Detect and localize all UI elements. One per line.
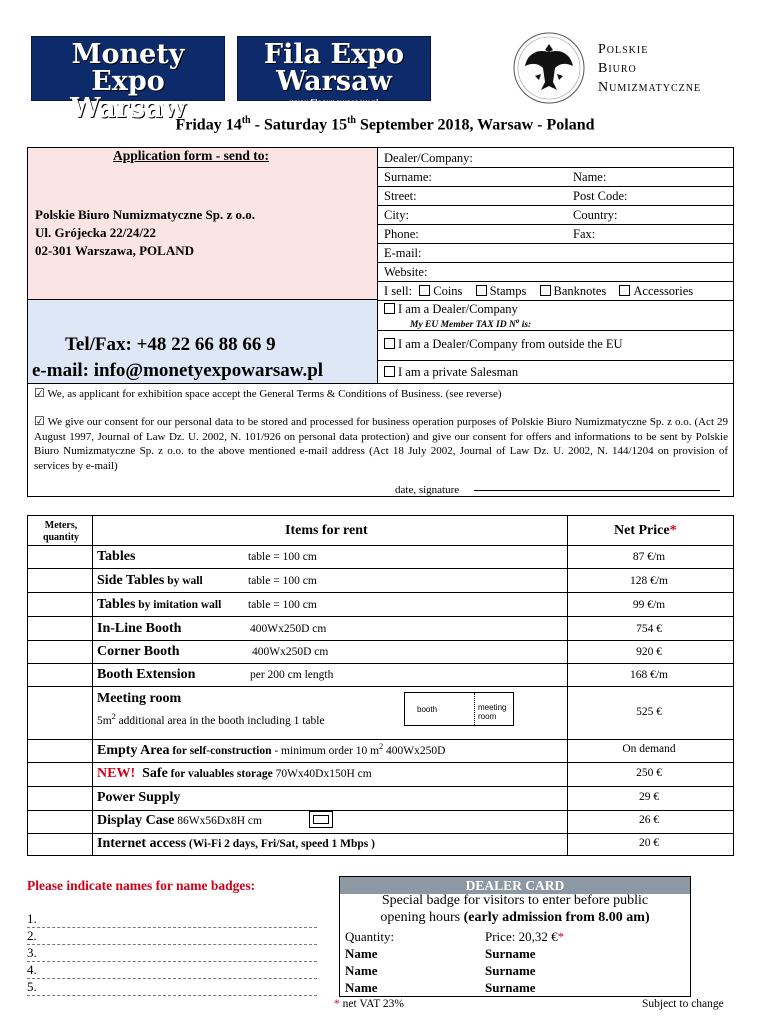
power-supply-label: Power Supply: [97, 790, 181, 805]
divider: [377, 360, 734, 361]
meeting-room-price: 525 €: [636, 706, 662, 718]
table-row-label: Tables: [97, 549, 136, 564]
address-line1: Polskie Biuro Numizmatyczne Sp. z o.o.: [35, 207, 256, 222]
terms-consent: [34, 386, 502, 401]
table-row-label: Side Tables by wall: [97, 573, 203, 588]
street-field[interactable]: Street:: [384, 189, 417, 203]
dealer-eu-checkbox[interactable]: [384, 303, 395, 314]
i-sell-label: I sell:: [384, 284, 413, 298]
logo-line2: Warsaw: [276, 66, 392, 97]
row-line: [27, 616, 734, 617]
row-line: [27, 640, 734, 641]
row-line: [27, 663, 734, 664]
divider: [377, 243, 734, 244]
table-row-label: In-Line Booth: [97, 621, 182, 636]
signature-label: date, signature: [395, 484, 460, 496]
coins-checkbox[interactable]: [419, 285, 430, 296]
booth-diagram: [404, 692, 514, 726]
post-code-field[interactable]: Post Code:: [573, 189, 628, 203]
table-row-price: 920 €: [636, 646, 662, 658]
display-case-label: Display Case 86Wx56Dx8H cm: [97, 813, 262, 828]
terms-text: We, as applicant for exhibition space accept the General Terms & Conditions of Business. (see reverse): [47, 388, 502, 400]
pbn-line1: Polskie: [598, 42, 649, 57]
pbn-line3: Numizmatyczne: [598, 80, 702, 95]
new-badge: NEW!: [97, 766, 136, 781]
badge-name-line[interactable]: 3.: [27, 945, 317, 962]
row-line: [27, 786, 734, 787]
row-line: [27, 545, 734, 546]
table-row-price: 754 €: [636, 623, 662, 635]
divider: [377, 300, 734, 301]
dealer-eu-option[interactable]: [384, 302, 518, 317]
internet-price: 20 €: [638, 837, 660, 849]
safe-price: 250 €: [636, 767, 662, 779]
table-row-label: Corner Booth: [97, 644, 180, 659]
check-icon[interactable]: ☑: [34, 414, 45, 428]
banknotes-label: Banknotes: [553, 284, 607, 298]
display-case-icon: [309, 811, 333, 828]
badge-name-line[interactable]: 2.: [27, 928, 317, 945]
divider: [377, 186, 734, 187]
application-heading: Application form - send to:: [113, 148, 269, 163]
logo-url: www.filaexpowarsaw.pl: [289, 98, 379, 107]
dealer-card-line2: opening hours (early admission from 8.00 am): [380, 910, 650, 925]
col-price-header: Net Price*: [614, 523, 677, 538]
row-line: [27, 686, 734, 687]
website-field[interactable]: Website:: [384, 265, 428, 279]
divider: [377, 224, 734, 225]
booth-label: booth: [417, 705, 438, 714]
col-qty-header: Meters, quantity: [42, 520, 80, 543]
address-panel: [27, 147, 378, 300]
table-row-desc: table = 100 cm: [248, 575, 317, 587]
stamps-checkbox[interactable]: [476, 285, 487, 296]
dealer-card-name[interactable]: Name: [345, 946, 378, 961]
city-field[interactable]: City:: [384, 208, 410, 222]
data-consent-text: We give our consent for our personal data to be stored and processed for business operation purposes of Polskie Biuro Numizmatyczne Sp. z o.o. (Act 29 August 1997, Journal of Law Dz. U. 2002, N. 101/926 on personal data protection) and give our consent for offers and informations to be sent by Polskie Biuro Numizmatyczne Sp. z o.o. to the above mentioned e-mail address (Act 18 July 2002, Journal of Law Dz. U. 2002, N. 144/1204 on provision of services by e-mail): [34, 416, 728, 472]
badge-name-line[interactable]: 1.: [27, 911, 317, 928]
stamps-label: Stamps: [489, 284, 527, 298]
private-option[interactable]: [384, 365, 518, 380]
table-row-price: 99 €/m: [632, 599, 666, 611]
meeting-room-label: Meeting room: [97, 691, 182, 706]
table-row-price: 87 €/m: [632, 551, 666, 563]
table-row-price: 168 €/m: [629, 669, 668, 681]
row-line: [27, 810, 734, 811]
safe-label: NEW! Safe for valuables storage 70Wx40Dx150H cm: [97, 766, 372, 781]
dealer-outside-label: I am a Dealer/Company from outside the EU: [398, 337, 623, 351]
divider: [377, 281, 734, 282]
table-row-desc: per 200 cm length: [250, 669, 334, 681]
name-field[interactable]: Name:: [573, 170, 607, 184]
row-line: [27, 568, 734, 569]
meeting-room-box-label: meeting room: [478, 703, 507, 721]
pbn-logo-text: [598, 40, 701, 97]
tel-fax: Tel/Fax: +48 22 66 88 66 9: [65, 334, 276, 355]
contact-email: e-mail: info@monetyexpowarsaw.pl: [32, 360, 324, 381]
data-consent: [34, 414, 728, 473]
table-row-desc: 400Wx250D cm: [250, 623, 327, 635]
dealer-outside-checkbox[interactable]: [384, 338, 395, 349]
logo-line2: Warsaw: [70, 93, 186, 124]
logo-line1: Monety Expo: [71, 39, 185, 97]
row-line: [27, 762, 734, 763]
display-case-price: 26 €: [638, 814, 660, 826]
divider: [377, 262, 734, 263]
surname-field[interactable]: Surname:: [384, 170, 432, 184]
badge-name-line[interactable]: 4.: [27, 962, 317, 979]
meeting-room-desc: $5m^2$ additional area in the booth including 1 table: [97, 712, 325, 727]
table-row-desc: table = 100 cm: [248, 551, 317, 563]
logo-url: www.monetyexpowarsaw.pl: [75, 125, 181, 134]
country-field[interactable]: Country:: [573, 208, 618, 222]
divider: [377, 205, 734, 206]
fila-expo-logo: [237, 36, 431, 107]
table-row-price: 128 €/m: [629, 575, 668, 587]
table-row-desc: 400Wx250D cm: [252, 646, 329, 658]
event-title: Friday 14th - Saturday 15th September 2018, Warsaw - Poland: [175, 115, 595, 134]
row-line: [27, 739, 734, 740]
table-row-label: Tables by imitation wall: [97, 597, 222, 612]
divider: [377, 167, 734, 168]
pbn-line2: Biuro: [598, 61, 637, 76]
badge-name-line[interactable]: 5.: [27, 979, 317, 996]
subject-to-change: Subject to change: [642, 998, 724, 1010]
address-line3: 02-301 Warszawa, POLAND: [35, 243, 195, 258]
empty-area-label: Empty Area for self-construction - minimum order 10 $m^2$ 400Wx250D: [97, 742, 446, 758]
email-field[interactable]: E-mail:: [384, 246, 422, 260]
col-items-header: Items for rent: [285, 523, 368, 538]
row-line: [27, 833, 734, 834]
dealer-card-surname[interactable]: Surname: [485, 980, 536, 995]
eagle-seal-icon: [505, 30, 593, 106]
accessories-label: Accessories: [633, 284, 694, 298]
logo-line1: Fila Expo: [263, 39, 405, 70]
coins-label: Coins: [433, 284, 463, 298]
dealer-company-field[interactable]: Dealer/Company:: [384, 151, 473, 165]
row-line: [27, 592, 734, 593]
phone-field[interactable]: Phone:: [384, 227, 419, 241]
dealer-card-name[interactable]: Name: [345, 963, 378, 978]
address-line2: Ul. Grójecka 22/24/22: [35, 225, 156, 240]
table-row-desc: table = 100 cm: [248, 599, 317, 611]
tax-id-label: My EU Member TAX ID $N^o$ is:: [410, 317, 532, 331]
dealer-outside-option[interactable]: [384, 337, 623, 352]
private-label: I am a private Salesman: [398, 365, 519, 379]
table-row-label: Booth Extension: [97, 667, 196, 682]
banknotes-checkbox[interactable]: [540, 285, 551, 296]
signature-line[interactable]: [474, 490, 720, 491]
i-sell-row: [384, 284, 693, 299]
dealer-card-quantity[interactable]: Quantity:: [345, 929, 395, 944]
accessories-checkbox[interactable]: [619, 285, 630, 296]
dealer-card-price: Price: 20,32 €*: [485, 929, 565, 944]
dealer-card-name[interactable]: Name: [345, 980, 378, 995]
dealer-card-surname[interactable]: Surname: [485, 963, 536, 978]
diagram-divider: [474, 693, 475, 725]
dealer-card-line1: Special badge for visitors to enter before public: [381, 893, 649, 908]
empty-area-price: On demand: [622, 743, 676, 755]
internet-label: Internet access (Wi-Fi 2 days, Fri/Sat, speed 1 Mbps ): [97, 836, 375, 851]
badges-heading: Please indicate names for name badges:: [27, 878, 256, 893]
power-supply-price: 29 €: [638, 791, 660, 803]
dealer-card-surname[interactable]: Surname: [485, 946, 536, 961]
monety-expo-logo: [31, 36, 225, 134]
dealer-card-title: DEALER CARD: [340, 877, 690, 894]
check-icon[interactable]: ☑: [34, 386, 45, 400]
vat-note: * net VAT 23%: [334, 998, 404, 1010]
dealer-eu-label: I am a Dealer/Company: [398, 302, 518, 316]
private-checkbox[interactable]: [384, 366, 395, 377]
fax-field[interactable]: Fax:: [573, 227, 596, 241]
